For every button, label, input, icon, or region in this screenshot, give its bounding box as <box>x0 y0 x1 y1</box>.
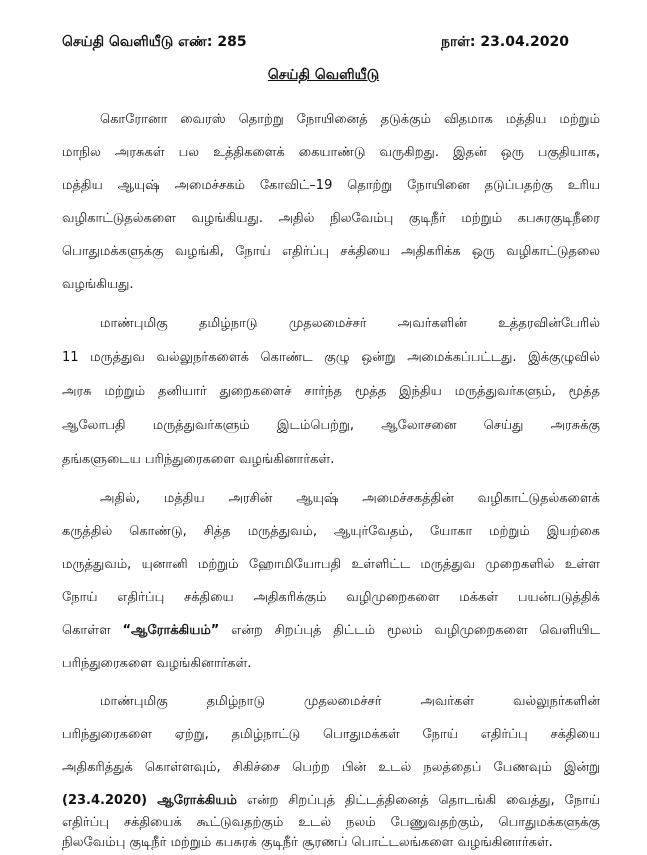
text-line: பரிந்துரைகளை ஏற்று, தமிழ்நாட்டு பொதுமக்கள் நோய் எதிர்ப்பு சக்தியை <box>62 727 600 742</box>
text-line: மத்திய ஆயுஷ் அமைச்சகம் கோவிட்–19 தொற்று நோயினை தடுப்பதற்கு உரிய <box>62 178 600 193</box>
text-span: என்ற சிறப்புத் திட்டம் மூலம் வழிமுறைகளை வெளியிட <box>219 623 600 638</box>
release-number: செய்தி வெளியீடு எண்: 285 <box>62 34 247 50</box>
text-line: மருத்துவம், யுனானி மற்றும் ஹோமியோபதி உள்ளிட்ட மருத்துவ முறைகளில் உள்ள <box>62 557 600 572</box>
text-line: மாநில அரசுகள் பல உத்திகளைக் கையாண்டு வருகிறது. இதன் ஒரு பகுதியாக, <box>62 145 600 160</box>
text-line: மாண்புமிகு தமிழ்நாடு முதலமைச்சர் அவர்கள் வல்லுநர்களின் <box>100 694 600 709</box>
text-line: ஆலோபதி மருத்துவர்களும் இடம்பெற்று, ஆலோசனை செய்து அரசுக்கு <box>62 418 600 433</box>
text-line: பரிந்துரைகளை வழங்கினார்கள். <box>62 656 252 671</box>
document-title: செய்தி வெளியீடு <box>267 67 380 83</box>
text-line <box>62 793 600 809</box>
scheme-name-bold: “ஆரோக்கியம்” <box>122 623 220 638</box>
text-line: கருத்தில் கொண்டு, சித்த மருத்துவம், ஆயுர்வேதம், யோகா மற்றும் இயற்கை <box>62 524 600 539</box>
text-line: 11 மருத்துவ வல்லுநர்களைக் கொண்ட குழு ஒன்று அமைக்கப்பட்டது. இக்குழுவில் <box>62 350 600 365</box>
text-line: எதிர்ப்பு சக்தியைக் கூட்டுவதற்கும் உடல் நலம் பேணுவதற்கும், பொதுமக்களுக்கு <box>62 815 600 830</box>
release-date: நாள்: 23.04.2020 <box>441 34 569 50</box>
text-line: வழங்கியது. <box>62 277 134 292</box>
date-scheme-bold: (23.4.2020) ஆரோக்கியம் <box>62 793 238 808</box>
text-span: கொள்ள <box>62 623 123 638</box>
text-line: கொரோனா வைரஸ் தொற்று நோயினைத் தடுக்கும் விதமாக மத்திய மற்றும் <box>100 112 600 127</box>
text-line: மாண்புமிகு தமிழ்நாடு முதலமைச்சர் அவர்களின் உத்தரவின்பேரில் <box>100 316 600 331</box>
text-line: அதில், மத்திய அரசின் ஆயுஷ் அமைச்சகத்தின் வழிகாட்டுதல்களைக் <box>100 491 600 506</box>
text-line: நோய் எதிர்ப்பு சக்தியை அதிகரிக்கும் வழிமுறைகளை மக்கள் பயன்படுத்திக் <box>62 590 600 605</box>
text-span: என்ற சிறப்புத் திட்டத்தினைத் தொடங்கி வைத்து, நோய் <box>237 793 601 808</box>
text-line <box>62 623 600 639</box>
text-line: தங்களுடைய பரிந்துரைகளை வழங்கினார்கள். <box>62 452 335 467</box>
text-line: அரசு மற்றும் தனியார் துறைகளைச் சார்ந்த மூத்த இந்திய மருத்துவர்களும், மூத்த <box>62 384 600 399</box>
text-line: அதிகரித்துக் கொள்ளவும், சிகிச்சை பெற்ற பின் உடல் நலத்தைப் பேணவும் இன்று <box>62 760 600 775</box>
text-line: நிலவேம்பு குடிநீர் மற்றும் கபசுரக் குடிநீர் சூரணப் பொட்டலங்களை வழங்கினார்கள். <box>62 835 553 850</box>
text-line: பொதுமக்களுக்கு வழங்கி, நோய் எதிர்ப்பு சக்தியை அதிகரிக்க ஒரு வழிகாட்டுதலை <box>62 244 600 259</box>
text-line: வழிகாட்டுதல்களை வழங்கியது. அதில் நிலவேம்பு குடிநீர் மற்றும் கபசுரகுடிநீரை <box>62 211 600 226</box>
